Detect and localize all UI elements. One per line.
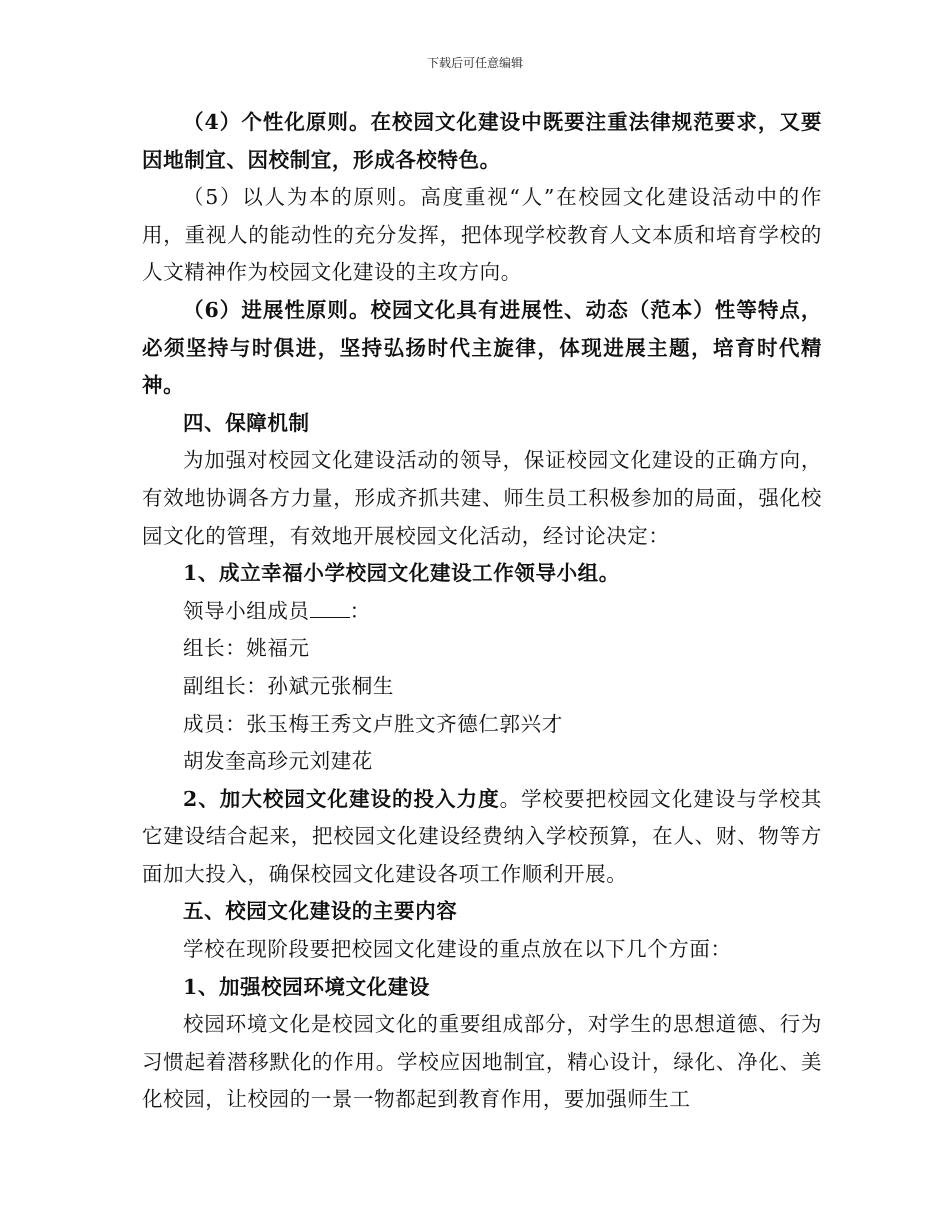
members-label: 领导小组成员 (183, 598, 310, 623)
members-colon: ： (349, 598, 371, 623)
environment-paragraph: 校园环境文化是校园文化的重要组成部分，对学生的思想道德、行为习惯起着潜移默化的作用。学校应因地制宜，精心设计，绿化、净化、美化校园，让校园的一景一物都起到教育作用，要加强师生工 (142, 1012, 822, 1112)
members-list-1: 成员：张玉梅王秀文卢胜文齐德仁郭兴才 (183, 711, 563, 736)
document-body (142, 104, 822, 1119)
group-leader: 组长：姚福元 (183, 636, 310, 661)
principle-4: （4）个性化原则。在校园文化建设中既要注重法律规范要求，又要因地制宜、因校制宜，形成各校特色。 (142, 110, 822, 172)
principle-5: （5）以人为本的原则。高度重视“人”在校园文化建设活动中的作用，重视人的能动性的充分发挥，把体现学校教育人文本质和培育学校的人文精神作为校园文化建设的主攻方向。 (142, 185, 822, 285)
item-1-heading: 1、成立幸福小学校园文化建设工作领导小组。 (183, 561, 620, 586)
item-2-text: 。学校要把校园文化建设与学校其它建设结合起来，把校园文化建设经费纳入学校预算，在人、财、物等方面加大投入，确保校园文化建设各项工作顺利开展。 (142, 786, 822, 886)
item-2-paragraph (142, 781, 822, 894)
members-list-2: 胡发奎高珍元刘建花 (183, 749, 373, 774)
vice-leader: 副组长：孙斌元张桐生 (183, 673, 394, 698)
members-line (142, 593, 822, 631)
blank-underline (310, 596, 350, 618)
sub-heading-1: 1、加强校园环境文化建设 (183, 974, 430, 999)
page-header: 下载后可任意编辑 (426, 56, 523, 70)
mechanism-paragraph: 为加强对校园文化建设活动的领导，保证校园文化建设的正确方向，有效地协调各方力量，形成齐抓共建、师生员工积极参加的局面，强化校园文化的管理，有效地开展校园文化活动，经讨论决定： (142, 448, 822, 548)
section-heading-4: 四、保障机制 (183, 410, 310, 435)
item-2-heading: 2、加大校园文化建设的投入力度 (183, 786, 500, 811)
section-heading-5: 五、校园文化建设的主要内容 (183, 899, 458, 924)
focus-paragraph: 学校在现阶段要把校园文化建设的重点放在以下几个方面： (183, 937, 732, 962)
principle-6: （6）进展性原则。校园文化具有进展性、动态（范本）性等特点，必须坚持与时俱进，坚持弘扬时代主旋律，体现进展主题，培育时代精神。 (142, 297, 822, 398)
